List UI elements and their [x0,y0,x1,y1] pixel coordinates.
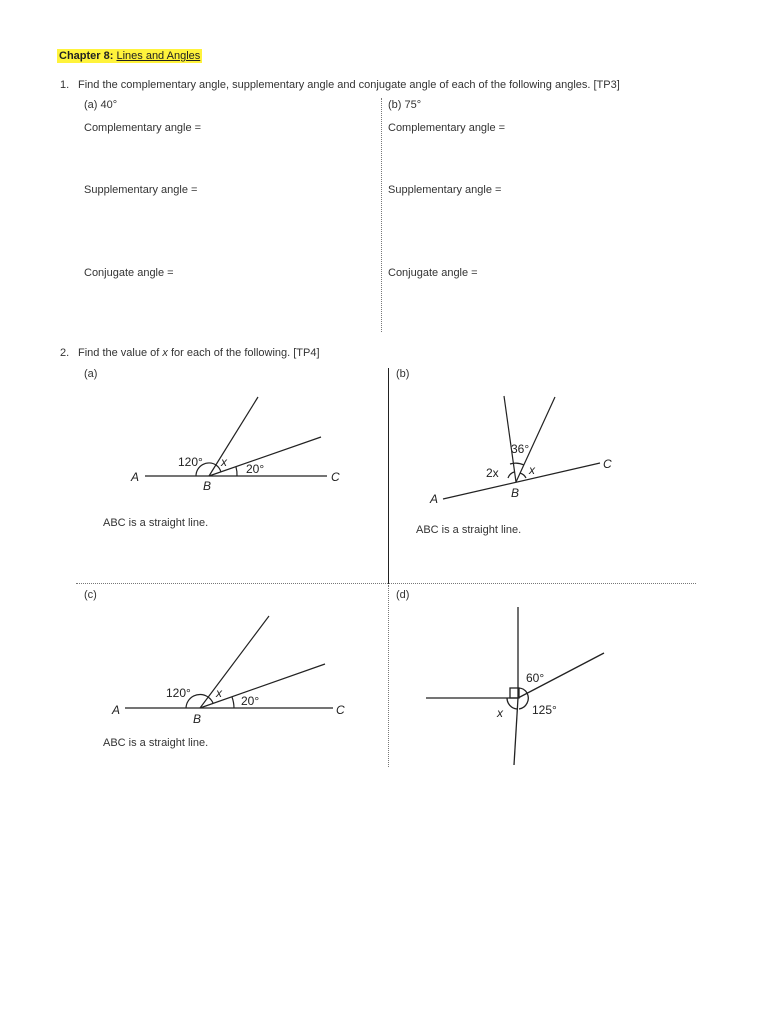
q2c-label: (c) [84,589,97,601]
q2b-angle-36: 36° [511,442,530,456]
q2c-angle-x: x [216,686,222,700]
q2-variable: x [162,347,168,359]
q1-number: 1. [60,79,70,91]
chapter-prefix: Chapter 8: [59,50,114,62]
q2b-angle-x: x [529,463,535,477]
q2a-angle-20: 20° [246,462,265,476]
q2a-label: (a) [84,368,98,380]
chapter-title: Lines and Angles [116,50,201,62]
q2a-point-a: A [131,470,140,484]
q2d-label: (d) [396,589,410,601]
q2c-point-a: A [112,703,121,717]
q2b-caption: ABC is a straight line. [416,524,522,536]
q2-text-before: Find the value of [78,347,163,359]
q1b-supplementary: Supplementary angle = [388,184,502,196]
q1a-supplementary: Supplementary angle = [84,184,198,196]
q1a-label: (a) 40° [84,99,118,111]
q2c-point-b: B [193,712,202,726]
q2c-point-c: C [336,703,345,717]
q2b-label: (b) [396,368,410,380]
q2c-angle-20: 20° [241,694,260,708]
q2b-angle-2x: 2x [486,466,499,480]
q2b-point-b: B [511,486,520,500]
q1b-conjugate: Conjugate angle = [388,267,478,279]
q2-number: 2. [60,347,70,359]
q2a-angle-120: 120° [178,455,203,469]
q2c-caption: ABC is a straight line. [103,737,209,749]
q2b-point-c: C [603,457,612,471]
q2a-point-c: C [331,470,340,484]
q2a-point-b: B [203,479,212,493]
q1b-label: (b) 75° [388,99,422,111]
q1a-complementary: Complementary angle = [84,122,202,134]
q2-text-after: for each of the following. [TP4] [167,347,320,359]
q2d-angle-60: 60° [526,671,545,685]
q2d-angle-125: 125° [532,703,557,717]
q2c-angle-120: 120° [166,686,191,700]
q2a-angle-x: x [221,455,227,469]
q1-text: Find the complementary angle, supplementary angle and conjugate angle of each of the following angles. [TP3] [78,79,620,91]
q1a-conjugate: Conjugate angle = [84,267,174,279]
q2d-arc-x [507,698,517,709]
q2a-caption: ABC is a straight line. [103,517,209,529]
q2d-angle-x: x [497,706,503,720]
q1b-complementary: Complementary angle = [388,122,506,134]
q2b-point-a: A [430,492,439,506]
